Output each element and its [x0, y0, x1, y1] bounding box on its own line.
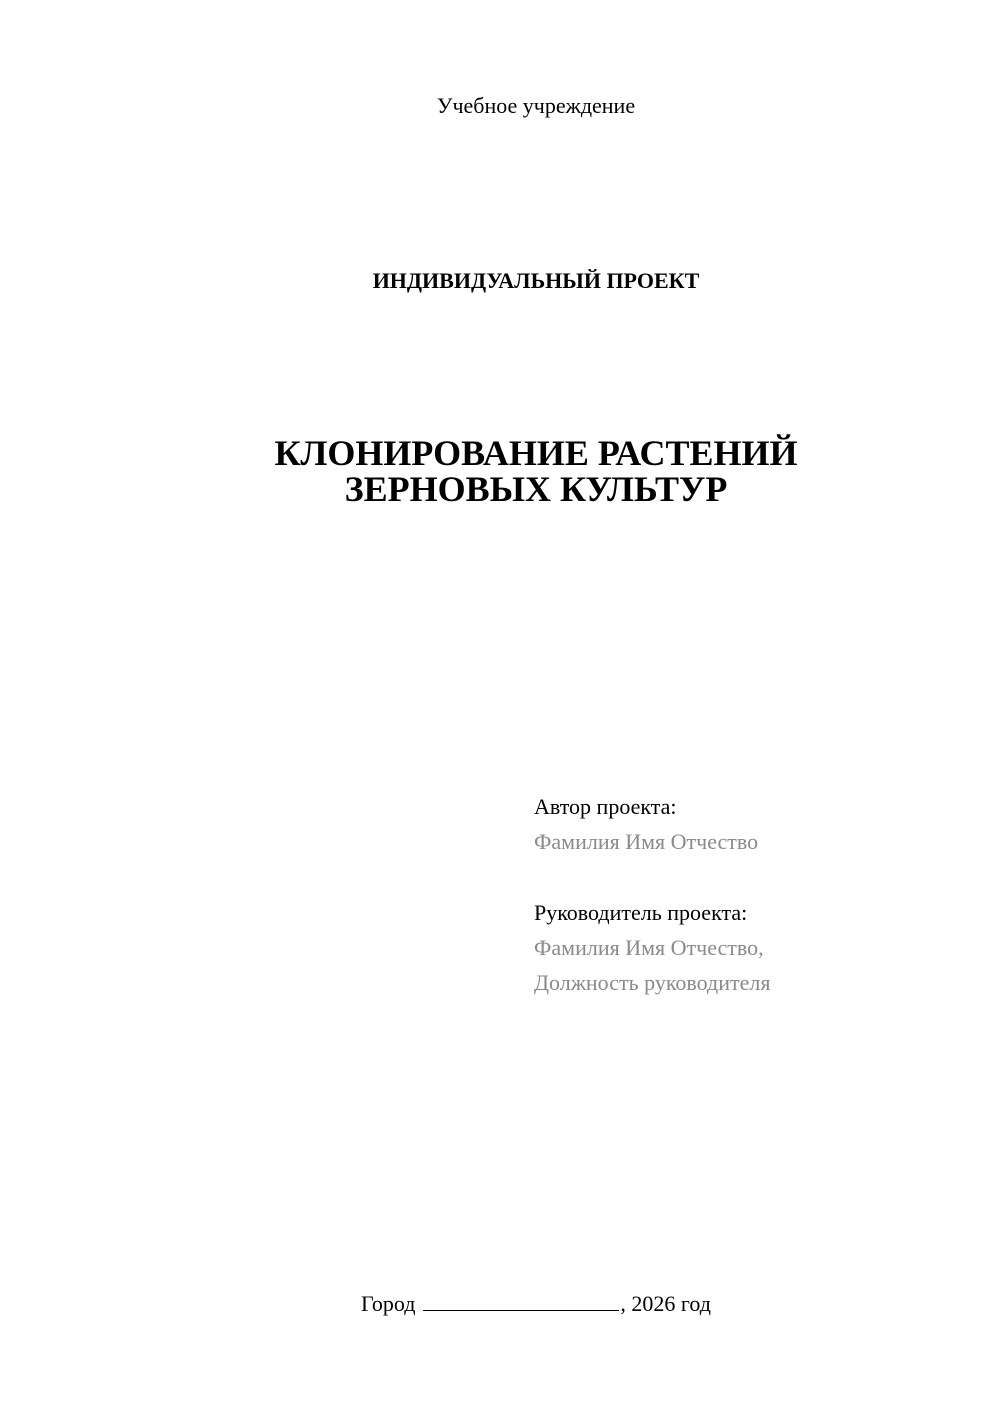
project-title-line-2: ЗЕРНОВЫХ КУЛЬТУР	[344, 469, 728, 509]
project-type-heading: ИНДИВИДУАЛЬНЫЙ ПРОЕКТ	[372, 268, 700, 293]
city-blank-line	[423, 1290, 619, 1311]
institution-name: Учебное учреждение	[436, 93, 636, 118]
credits-block	[534, 789, 770, 1000]
project-title	[0, 435, 1000, 507]
supervisor-label: Руководитель проекта:	[534, 900, 748, 925]
author-label: Автор проекта:	[534, 794, 677, 819]
footer-city-year	[0, 1290, 1000, 1318]
author-name: Фамилия Имя Отчество	[534, 829, 759, 854]
supervisor-position: Должность руководителя	[534, 970, 771, 995]
project-title-line-1: КЛОНИРОВАНИЕ РАСТЕНИЙ	[274, 433, 798, 473]
supervisor-name: Фамилия Имя Отчество,	[534, 935, 764, 960]
year-text: , 2026 год	[620, 1291, 711, 1316]
city-label: Город	[361, 1291, 416, 1316]
credits-spacer	[534, 859, 770, 895]
